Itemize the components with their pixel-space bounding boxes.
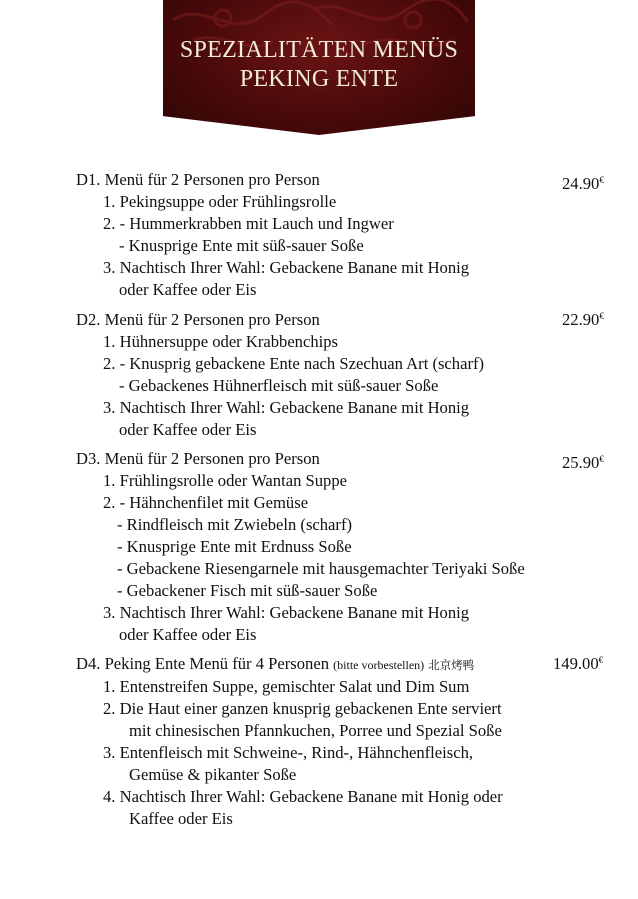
menu-price-d2: 22.90€ (562, 310, 604, 329)
menu-item: 2. - Hähnchenfilet mit Gemüse (103, 493, 309, 512)
menu-item: oder Kaffee oder Eis (119, 625, 257, 644)
title-line-2: PEKING ENTE (239, 66, 399, 92)
menu-item: 1. Entenstreifen Suppe, gemischter Salat und Dim Sum (103, 677, 470, 696)
menu-price-d4: 149.00€ (553, 654, 604, 673)
menu-item: oder Kaffee oder Eis (119, 420, 257, 439)
menu-item: Gemüse & pikanter Soße (129, 765, 297, 784)
menu-item: 1. Frühlingsrolle oder Wantan Suppe (103, 471, 348, 490)
chinese-dish-name: 北京烤鸭 (428, 658, 475, 672)
menu-item: 3. Nachtisch Ihrer Wahl: Gebackene Banane mit Honig (103, 398, 470, 417)
menu-item: 4. Nachtisch Ihrer Wahl: Gebackene Banane mit Honig oder (103, 787, 503, 806)
menu-item: 2. - Knusprig gebackene Ente nach Szechuan Art (scharf) (103, 354, 485, 373)
menu-item: - Knusprige Ente mit süß-sauer Soße (119, 236, 364, 255)
menu-price-d1: 24.90€ (562, 174, 604, 193)
menu-price-d3: 25.90€ (562, 453, 604, 472)
menu-item: - Gebackenes Hühnerfleisch mit süß-sauer Soße (119, 376, 439, 395)
menu-item: oder Kaffee oder Eis (119, 280, 257, 299)
menu-item: - Knusprige Ente mit Erdnuss Soße (117, 537, 352, 556)
page-title (163, 36, 475, 94)
menu-title-d4: D4. Peking Ente Menü für 4 Personen (bitte vorbestellen) 北京烤鸭 (76, 654, 475, 673)
menu-item: - Gebackene Riesengarnele mit hausgemachter Teriyaki Soße (117, 559, 525, 578)
menu-item: - Gebackener Fisch mit süß-sauer Soße (117, 581, 378, 600)
menu-title-d3: D3. Menü für 2 Personen pro Person (76, 449, 320, 468)
menu-item: 2. - Hummerkrabben mit Lauch und Ingwer (103, 214, 394, 233)
menu-item: 3. Nachtisch Ihrer Wahl: Gebackene Banane mit Honig (103, 258, 470, 277)
menu-item: Kaffee oder Eis (129, 809, 233, 828)
menu-title-d2: D2. Menü für 2 Personen pro Person (76, 310, 320, 329)
menu-item: - Rindfleisch mit Zwiebeln (scharf) (117, 515, 353, 534)
menu-title-d1: D1. Menü für 2 Personen pro Person (76, 170, 320, 189)
menu-item: 3. Nachtisch Ihrer Wahl: Gebackene Banane mit Honig (103, 603, 470, 622)
menu-item: mit chinesischen Pfannkuchen, Porree und Spezial Soße (129, 721, 502, 740)
menu-item: 1. Pekingsuppe oder Frühlingsrolle (103, 192, 337, 211)
preorder-note: (bitte vorbestellen) (333, 658, 425, 672)
menu-item: 3. Entenfleisch mit Schweine-, Rind-, Hähnchenfleisch, (103, 743, 474, 762)
title-line-1: SPEZIALITÄTEN MENÜS (179, 37, 459, 63)
menu-item: 2. Die Haut einer ganzen knusprig gebackenen Ente serviert (103, 699, 502, 718)
menu-item: 1. Hühnersuppe oder Krabbenchips (103, 332, 339, 351)
